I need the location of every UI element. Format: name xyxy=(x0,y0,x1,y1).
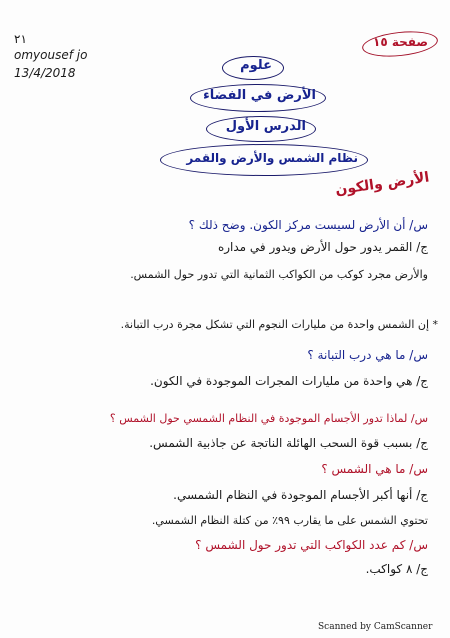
subject-title: علوم xyxy=(240,58,272,73)
answer-3: ج/ بسبب قوة السحب الهائلة الناتجة عن جاذبية الشمس. xyxy=(149,436,428,450)
corner-name: omyousef jo xyxy=(14,48,88,62)
question-1: س/ أن الأرض لسيست مركز الكون. وضح ذلك ؟ xyxy=(188,218,428,232)
answer-5: ج/ ٨ كواكب. xyxy=(365,562,428,576)
page-badge: صفحة ١٥ xyxy=(373,35,428,49)
section-title: الأرض والكون xyxy=(334,169,431,199)
lesson-title: الدرس الأول xyxy=(225,119,306,134)
answer-4-line-1: ج/ أنها أكبر الأجسام الموجودة في النظام الشمسي. xyxy=(173,488,428,502)
note-line: * إن الشمس واحدة من مليارات النجوم التي تشكل مجرة درب التبانة. xyxy=(120,318,438,331)
scanner-watermark: Scanned by CamScanner xyxy=(318,622,433,632)
topic-title: نظام الشمس والأرض والقمر xyxy=(186,151,358,165)
answer-1-line-1: ج/ القمر يدور حول الأرض ويدور في مداره xyxy=(217,240,428,254)
unit-title: الأرض في الفضاء xyxy=(203,88,316,103)
corner-date: 13/4/2018 xyxy=(14,66,76,80)
question-4: س/ ما هي الشمس ؟ xyxy=(321,462,428,476)
question-5: س/ كم عدد الكواكب التي تدور حول الشمس ؟ xyxy=(195,538,428,552)
question-2: س/ ما هي درب التبانة ؟ xyxy=(307,348,428,362)
answer-4-line-2: تحتوي الشمس على ما يقارب ٩٩٪ من كتلة النظام الشمسي. xyxy=(151,514,428,527)
question-3: س/ لماذا تدور الأجسام الموجودة في النظام الشمسي حول الشمس ؟ xyxy=(109,412,428,425)
answer-2: ج/ هي واحدة من مليارات المجرات الموجودة في الكون. xyxy=(150,374,428,388)
answer-1-line-2: والأرض مجرد كوكب من الكواكب الثمانية التي تدور حول الشمس. xyxy=(130,268,428,281)
corner-number: ٢١ xyxy=(14,32,27,46)
